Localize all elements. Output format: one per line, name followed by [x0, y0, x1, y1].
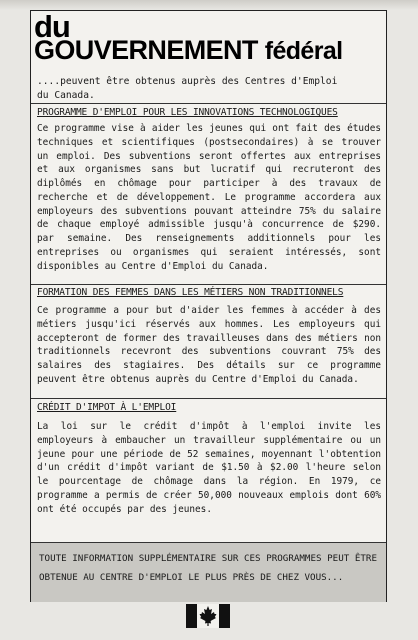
masthead-du: du [34, 9, 70, 44]
intro-text: ....peuvent être obtenus auprès des Centres d'Emploi du Canada. [37, 76, 338, 102]
section-heading-innovations: PROGRAMME D'EMPLOI POUR LES INNOVATIONS TECHNOLOGIQUES [37, 107, 338, 118]
section-heading-femmes: FORMATION DES FEMMES DANS LES MÉTIERS NON TRADITIONNELS [37, 287, 344, 298]
masthead-title [34, 35, 343, 66]
divider [31, 398, 386, 399]
divider [31, 103, 386, 104]
masthead [31, 11, 386, 71]
canadian-flag-icon [186, 604, 230, 628]
section-body-credit: La loi sur le crédit d'impôt à l'emploi invite les employeurs à embaucher un travailleur supplémentaire ou un jeune pour une période de 52 semaines, moyennant l'obtention d'un crédit d'impôt variant de $1.50 à $2.00 l'heure selon le pourcentage de chômage dans la région. En 1979, ce programme a permis de créer 50,000 nouveaux emplois dont 60% ont été occupés par des jeunes. [37, 421, 387, 515]
section-body-innovations: Ce programme vise à aider les jeunes qui ont fait des études techniques et scientifiques (postsecondaires) à se trouver un emploi. Des subventions seront offertes aux entreprises et aux organismes sans but lucratif qui recruteront des diplômés en chômage pour participer à des travaux de recherche et de développement. Le programme accordera aux employeurs des subventions pouvant atteindre 75% du salaire de chaque employé admissible jusqu'à concurrence de $290. par semaine. Des renseignements additionnels pour les entreprises ou organismes qui seraient intéressés, sont disponibles au Centre d'Emploi du Canada. [37, 123, 387, 272]
footer-callout [31, 542, 386, 602]
footer-text: TOUTE INFORMATION SUPPLÉMENTAIRE SUR CES PROGRAMMES PEUT ÊTRE OBTENUE AU CENTRE D'EMPLOI LE PLUS PRÈS DE CHEZ VOUS... [39, 553, 383, 583]
maple-leaf-icon [197, 604, 219, 628]
section-heading-credit: CRÉDIT D'IMPOT À L'EMPLOI [37, 402, 177, 413]
flag-right-bar [219, 604, 230, 628]
flag-left-bar [186, 604, 197, 628]
masthead-federal: fédéral [264, 37, 343, 65]
divider [31, 284, 386, 285]
document-frame [30, 10, 387, 602]
masthead-gouvernement: GOUVERNEMENT [34, 35, 258, 65]
flag-center [197, 604, 219, 628]
section-body-femmes: Ce programme a pour but d'aider les femmes à accéder à des métiers jusqu'ici réservés aux hommes. Les employeurs qui accepteront de former des travailleuses dans des métiers non traditionnels recevront des subventions couvrant 75% des salaires des stagiaires. Des détails sur ce programme peuvent être obtenus auprès du Centre d'Emploi du Canada. [37, 305, 387, 385]
